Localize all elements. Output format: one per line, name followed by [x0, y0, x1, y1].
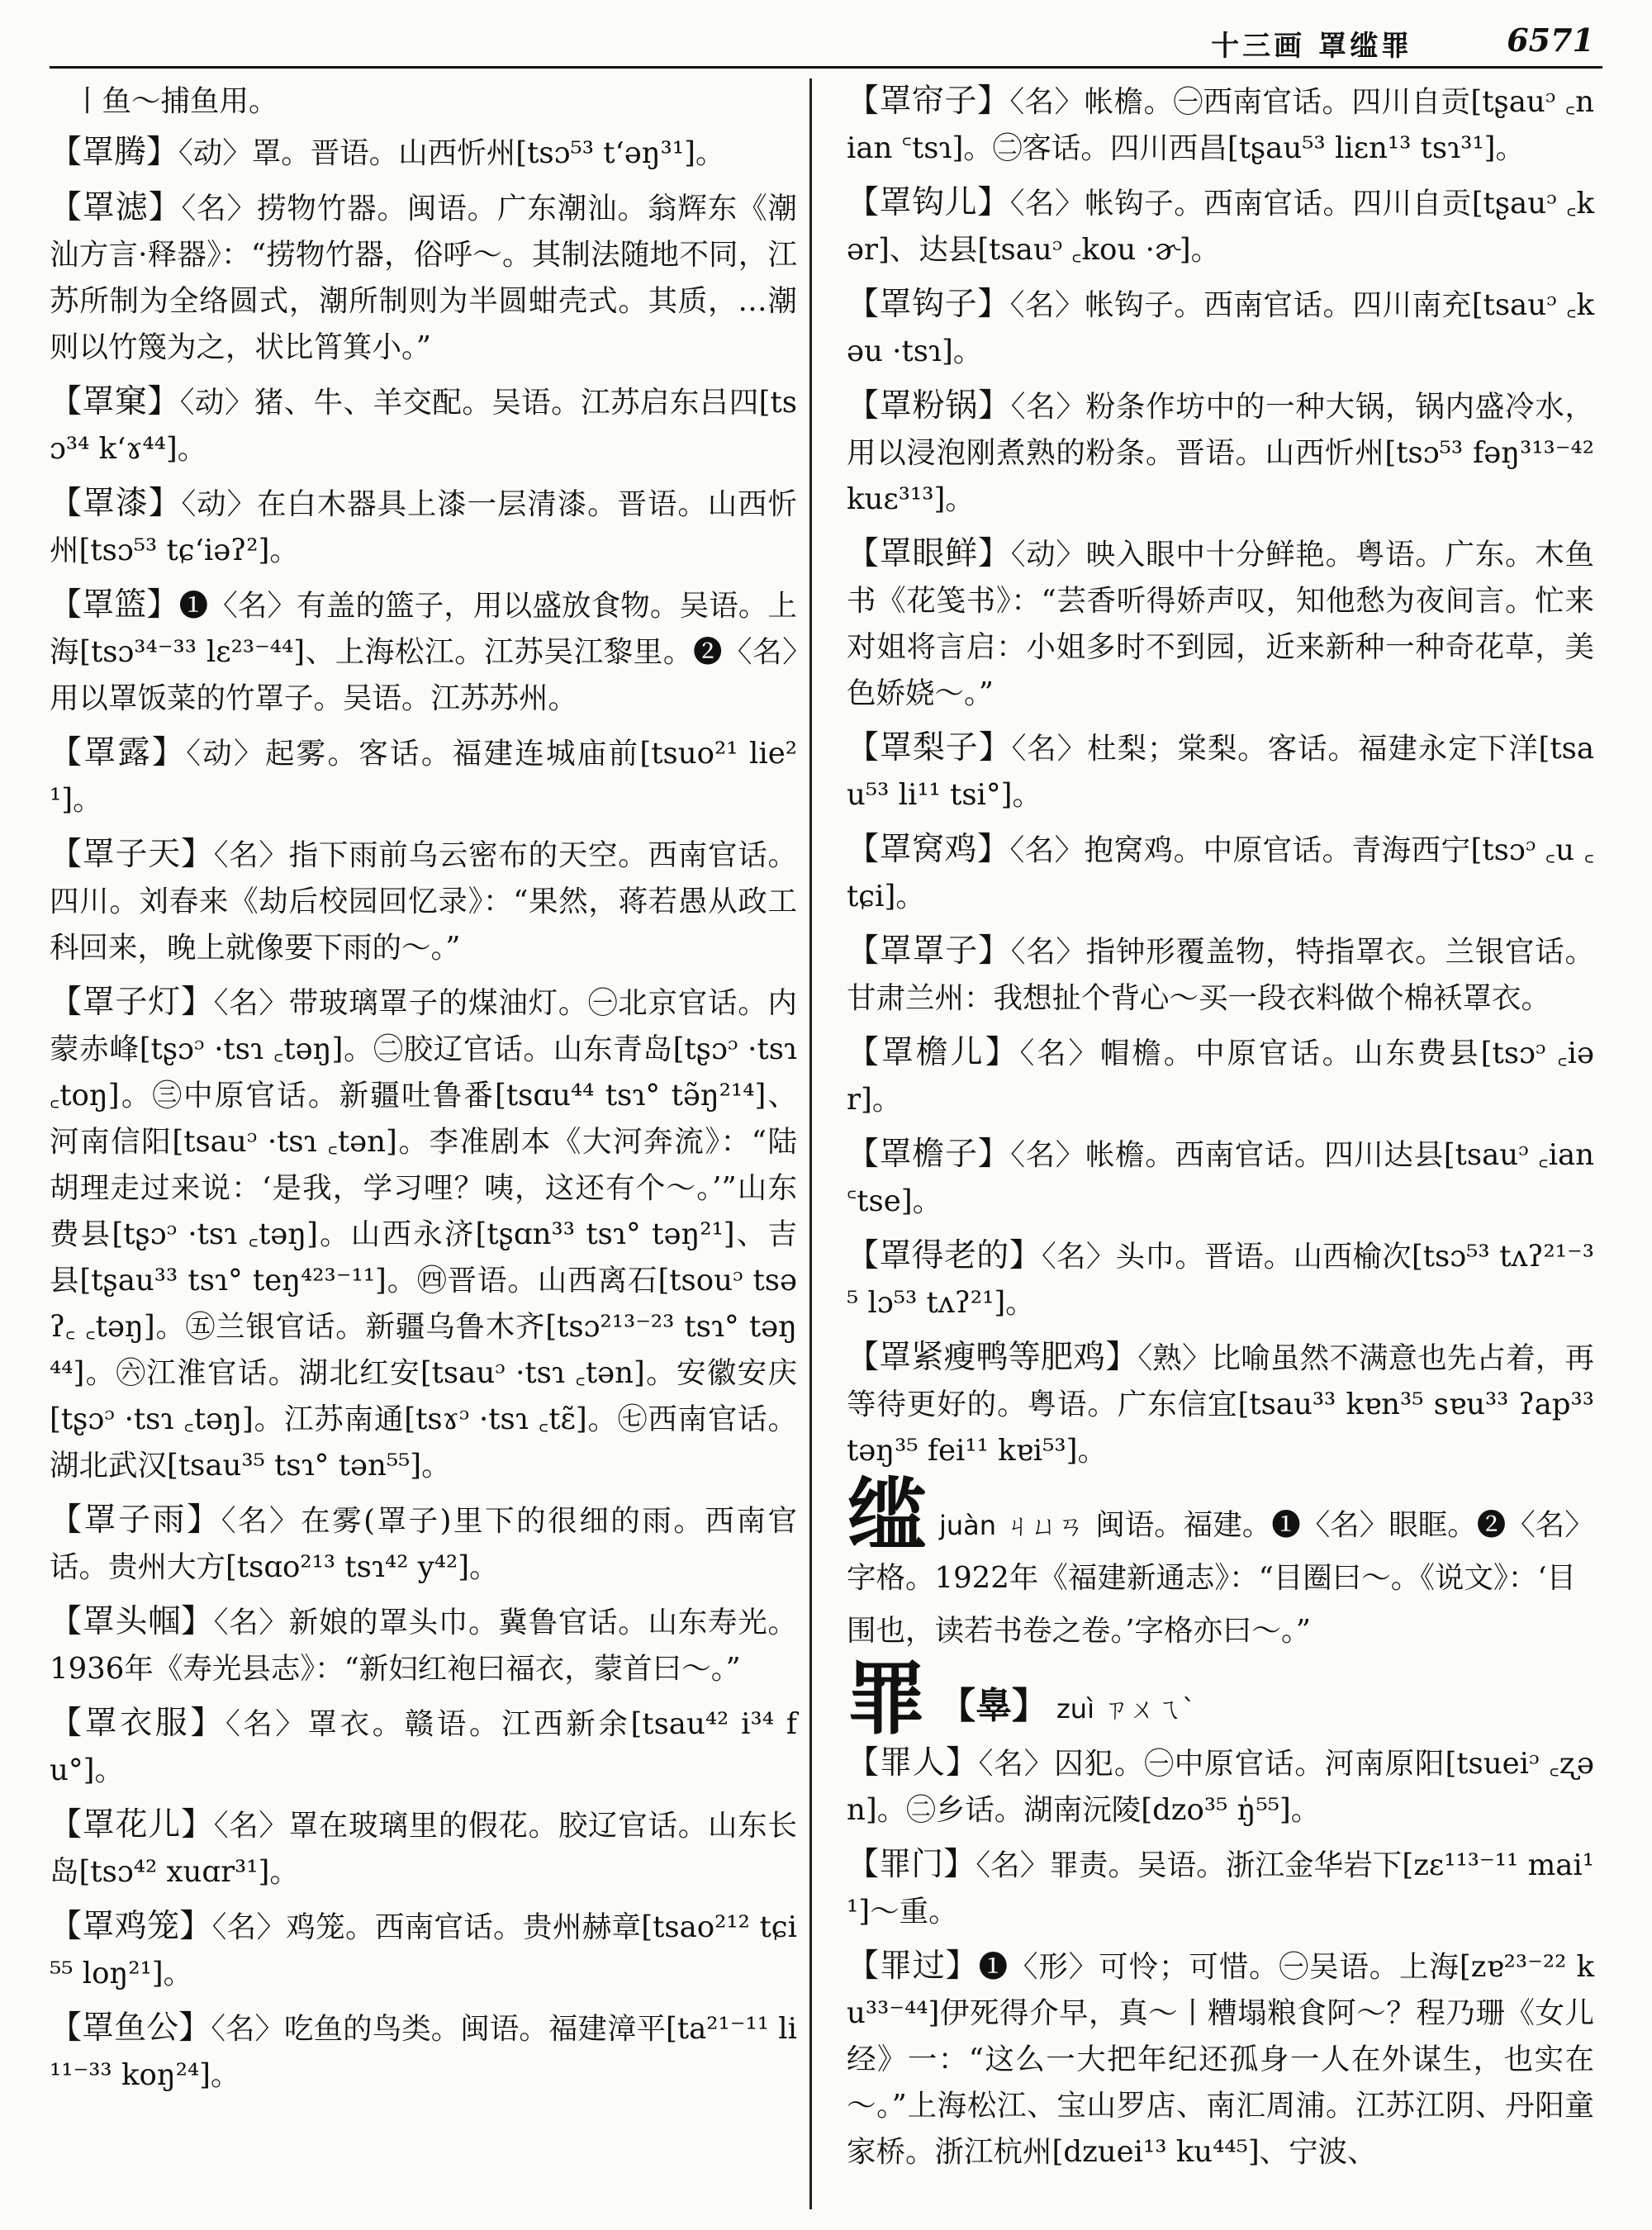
right-entries	[847, 78, 1594, 1474]
dictionary-entry	[50, 130, 797, 177]
entry-definition: 〈名〉抱窝鸡。中原官话。青海西宁[tsɔᵓ ꜀u ꜀tɕi]。	[847, 833, 1594, 913]
entry-headword: 【罩紧瘦鸭等肥鸡】	[847, 1339, 1138, 1376]
section-title: 十三画 罩䍀罪	[1211, 30, 1412, 63]
dictionary-entry	[50, 832, 797, 971]
left-entries	[50, 130, 797, 2099]
entry-headword: 【罩粉锅】	[847, 387, 1011, 425]
entry-headword: 【罩滤】	[50, 189, 182, 226]
entry-headword: 【罩得老的】	[847, 1237, 1042, 1274]
entry-definition: 〈名〉粉条作坊中的一种大锅，锅内盛冷水，用以浸泡刚煮熟的粉条。晋语。山西忻州[tsɔ⁵³ fəŋ³¹³⁻⁴² kuɛ³¹³]。	[847, 390, 1594, 516]
entry-headword: 【罪过】	[847, 1948, 979, 1985]
entry-definition: 〈名〉吃鱼的鸟类。闽语。福建漳平[ta²¹⁻¹¹ li¹¹⁻³³ koŋ²⁴]。	[50, 2012, 797, 2092]
dictionary-entry	[847, 78, 1594, 172]
dictionary-entry	[847, 725, 1594, 818]
page-number: 6571	[1507, 21, 1594, 59]
entry-definition: 〈名〉罪责。吴语。浙江金华岩下[zɛ¹¹³⁻¹¹ mai¹¹]～重。	[847, 1848, 1594, 1929]
dictionary-entry	[847, 282, 1594, 375]
dictionary-entry	[847, 531, 1594, 717]
entry-headword: 【罩罩子】	[847, 932, 1011, 970]
dictionary-entry	[847, 928, 1594, 1022]
entry-definition: 〈名〉帐钩子。西南官话。四川自贡[tʂauᵓ ꜀kər]、达县[tsauᵓ ꜀kou ·ɚ]。	[847, 187, 1594, 267]
variant-form: 【辠】	[939, 1685, 1048, 1727]
dictionary-entry	[847, 1842, 1594, 1935]
head-pinyin: juàn ㄐㄩㄢ	[939, 1510, 1085, 1541]
entry-headword: 【罩花儿】	[50, 1806, 214, 1843]
entry-definition: 〈动〉映入眼中十分鲜艳。粤语。广东。木鱼书《花笺书》：“芸香听得娇声叹，知他愁为夜间言。忙来对姐将言启：小姐多时不到园，近来新种一种奇花草，美色娇娆～。”	[847, 538, 1594, 710]
head-character: 䍀	[847, 1468, 926, 1562]
entry-headword: 【罩檐子】	[847, 1136, 1011, 1173]
dictionary-entry	[847, 1740, 1594, 1834]
dictionary-entry	[50, 2005, 797, 2099]
head-definition: 闽语。福建。❶〈名〉眼眶。❷〈名〉字格。1922年《福建新通志》：“目圈曰～。《说文》：‘目围也，读若书卷之卷。’字格亦曰～。”	[847, 1508, 1594, 1648]
entry-headword: 【罩子雨】	[50, 1502, 221, 1539]
entry-headword: 【罩篮】	[50, 586, 179, 624]
dictionary-entry	[847, 1233, 1594, 1326]
entry-definition: 〈动〉猪、牛、羊交配。吴语。江苏启东吕四[tsɔ³⁴ kʻɤ⁴⁴]。	[50, 386, 797, 466]
dictionary-entry	[847, 383, 1594, 523]
entry-definition: 〈名〉头巾。晋语。山西榆次[tsɔ⁵³ tʌʔ²¹⁻³⁵ lɔ⁵³ tʌʔ²¹]。	[847, 1240, 1594, 1320]
entry-definition: 〈名〉带玻璃罩子的煤油灯。㊀北京官话。内蒙赤峰[tʂɔᵓ ·tsɿ ꜀təŋ]。㊁胶辽官话。山东青岛[tʂɔᵓ ·tsɿ ꜀toŋ]。㊂中原官话。新疆吐鲁番[tsɑu⁴⁴ tsɿ° tə̃ŋ²¹⁴]、河南信阳[tsauᵓ ·tsɿ ꜀tən]。李准剧本《大河奔流》：“陆胡理走过来说：‘是我，学习哩？咦，这还有个～。’”山东费县[tʂɔᵓ ·tsɿ ꜀təŋ]。山西永济[tʂɑn³³ tsɿ° təŋ²¹]、吉县[tʂau³³ tsɿ° teŋ⁴²³⁻¹¹]。㊃晋语。山西离石[tsouᵓ tsəʔ꜀ ꜀təŋ]。㊄兰银官话。新疆乌鲁木齐[tsɔ²¹³⁻²³ tsɿ° təŋ⁴⁴]。㊅江淮官话。湖北红安[tsauᵓ ·tsɿ ꜀tən]。安徽安庆[tʂɔᵓ ·tsɿ ꜀təŋ]。江苏南通[tsɤᵓ ·tsɿ ꜀tɛ̃]。㊆西南官话。湖北武汉[tsau³⁵ tsɿ° tən⁵⁵]。	[50, 986, 797, 1483]
entry-headword: 【罩腾】	[50, 134, 179, 171]
dictionary-entry	[847, 1335, 1594, 1474]
entry-headword: 【罪人】	[847, 1744, 979, 1782]
dictionary-entry	[50, 1802, 797, 1896]
dictionary-entry	[50, 1599, 797, 1692]
dictionary-entry	[50, 980, 797, 1489]
dictionary-entry	[50, 582, 797, 722]
entry-headword: 【罩衣服】	[50, 1705, 225, 1742]
entry-definition: 〈名〉指钟形覆盖物，特指罩衣。兰银官话。甘肃兰州：我想扯个背心～买一段衣料做个棉袄罩衣。	[847, 935, 1594, 1015]
right-column	[847, 78, 1594, 2184]
entry-definition: 〈名〉杜梨；棠梨。客话。福建永定下洋[tsau⁵³ li¹¹ tsi°]。	[847, 732, 1594, 812]
entry-definition: ❶〈形〉可怜；可惜。㊀吴语。上海[zɐ²³⁻²² ku³³⁻⁴⁴]伊死得介早，真～丨糟塌粮食阿～？程乃珊《女儿经》一：“这么一大把年纪还孤身一人在外谋生，也实在～。”上海松江、宝山罗店、南汇周浦。江苏江阴、丹阳童家桥。浙江杭州[dzuei¹³ ku⁴⁴⁵]、宁波、	[847, 1950, 1594, 2169]
entry-definition: 〈名〉帐钩子。西南官话。四川南充[tsauᵓ ꜀kəu ·tsɿ]。	[847, 288, 1594, 368]
dictionary-entry	[847, 1943, 1594, 2175]
head-character-entry-juan	[847, 1468, 1594, 1658]
dictionary-entry	[847, 1030, 1594, 1123]
entry-headword: 【罩檐儿】	[847, 1034, 1020, 1071]
entry-headword: 【罩钩子】	[847, 286, 1010, 323]
dictionary-entry	[50, 730, 797, 823]
dictionary-entry	[50, 1701, 797, 1794]
entry-definition: 〈名〉捞物竹器。闽语。广东潮汕。翁辉东《潮汕方言·释器》：“捞物竹器，俗呼～。其制法随地不同，江苏所制为全络圆式，潮所制则为半圆蚶壳式。其质，…潮则以竹篾为之，状比筲箕小。”	[50, 192, 797, 364]
entry-headword: 【罪门】	[847, 1846, 976, 1883]
entry-definition: ❶〈名〉有盖的篮子，用以盛放食物。吴语。上海[tsɔ³⁴⁻³³ lɛ²³⁻⁴⁴]、上海松江。江苏吴江黎里。❷〈名〉用以罩饭菜的竹罩子。吴语。江苏苏州。	[50, 589, 797, 715]
dictionary-entry	[50, 379, 797, 472]
entry-definition: 〈熟〉比喻虽然不满意也先占着，再等待更好的。粤语。广东信宜[tsau³³ kɐn³⁵ sɐu³³ ʔap³³ təŋ³⁵ fei¹¹ kɐi⁵³]。	[847, 1341, 1594, 1468]
entry-headword: 【罩子天】	[50, 836, 214, 873]
dictionary-entry	[847, 180, 1594, 273]
entry-definition: 〈名〉指下雨前乌云密布的天空。西南官话。四川。刘春来《劫后校园回忆录》：“果然，蒋若愚从政工科回来，晚上就像要下雨的～。”	[50, 838, 797, 965]
entry-definition: 〈动〉起雾。客话。福建连城庙前[tsuo²¹ lie²¹]。	[50, 737, 797, 817]
entry-definition: 〈名〉罩衣。赣语。江西新余[tsau⁴² i³⁴ fu°]。	[50, 1707, 797, 1787]
dictionary-entry	[847, 827, 1594, 920]
entry-definition: 〈名〉罩在玻璃里的假花。胶辽官话。山东长岛[tsɔ⁴² xuɑr³¹]。	[50, 1809, 797, 1889]
entry-definition: 〈动〉在白木器具上漆一层清漆。晋语。山西忻州[tsɔ⁵³ tɕʻiəʔ²]。	[50, 487, 797, 567]
head-character: 罪	[847, 1652, 926, 1745]
continuation-text: 丨鱼～捕鱼用。	[73, 84, 278, 118]
entry-definition: 〈名〉帐檐。西南官话。四川达县[tsauᵓ ꜀ian ꜂tse]。	[847, 1138, 1594, 1218]
head-pinyin: zuì ㄗㄨㄟˋ	[1056, 1693, 1196, 1725]
entry-headword: 【罩窠】	[50, 383, 180, 420]
entry-headword: 【罩梨子】	[847, 729, 1012, 766]
entry-headword: 【罩鸡笼】	[50, 1908, 212, 1945]
entry-definition: 〈名〉帽檐。中原官话。山东费县[tsɔᵓ ꜀iər]。	[847, 1037, 1594, 1117]
entry-headword: 【罩漆】	[50, 485, 182, 522]
column-divider	[809, 78, 812, 2209]
entry-definition: 〈名〉囚犯。㊀中原官话。河南原阳[tsueiᵓ ꜀ʐən]。㊁乡话。湖南沅陵[dzo³⁵ ŋ̍⁵⁵]。	[847, 1747, 1594, 1827]
entry-definition: 〈动〉罩。晋语。山西忻州[tsɔ⁵³ tʻəŋ³¹]。	[178, 136, 725, 170]
entry-definition: 〈名〉在雾(罩子)里下的很细的雨。西南官话。贵州大方[tsɑo²¹³ tsɿ⁴² y⁴²]。	[50, 1504, 797, 1584]
entry-definition: 〈名〉新娘的罩头巾。冀鲁官话。山东寿光。1936年《寿光县志》：“新妇红袍曰福衣，蒙首曰～。”	[50, 1606, 797, 1686]
entry-headword: 【罩窝鸡】	[847, 831, 1010, 868]
dictionary-entry	[50, 1497, 797, 1591]
dictionary-entry	[50, 185, 797, 371]
dictionary-entry	[847, 1132, 1594, 1225]
entry-headword: 【罩帘子】	[847, 83, 1010, 120]
entry-headword: 【罩眼鲜】	[847, 535, 1011, 572]
head-character-entry-zui	[847, 1652, 1594, 1745]
dictionary-entry	[50, 481, 797, 574]
entry-headword: 【罩子灯】	[50, 984, 214, 1021]
entry-headword: 【罩鱼公】	[50, 2009, 211, 2047]
dictionary-entry	[50, 1904, 797, 1997]
page-header	[50, 18, 1602, 69]
entry-headword: 【罩头帼】	[50, 1603, 214, 1640]
entry-headword: 【罩露】	[50, 734, 187, 771]
zui-entries	[847, 1740, 1594, 2175]
entry-definition: 〈名〉鸡笼。西南官话。贵州赫章[tsao²¹² tɕi⁵⁵ loŋ²¹]。	[50, 1910, 797, 1990]
entry-headword: 【罩钩儿】	[847, 184, 1010, 221]
entry-definition: 〈名〉帐檐。㊀西南官话。四川自贡[tʂauᵓ ꜀nian ꜂tsɿ]。㊁客话。四川西昌[tʂau⁵³ liɛn¹³ tsɿ³¹]。	[847, 85, 1594, 165]
left-column	[50, 78, 797, 2107]
